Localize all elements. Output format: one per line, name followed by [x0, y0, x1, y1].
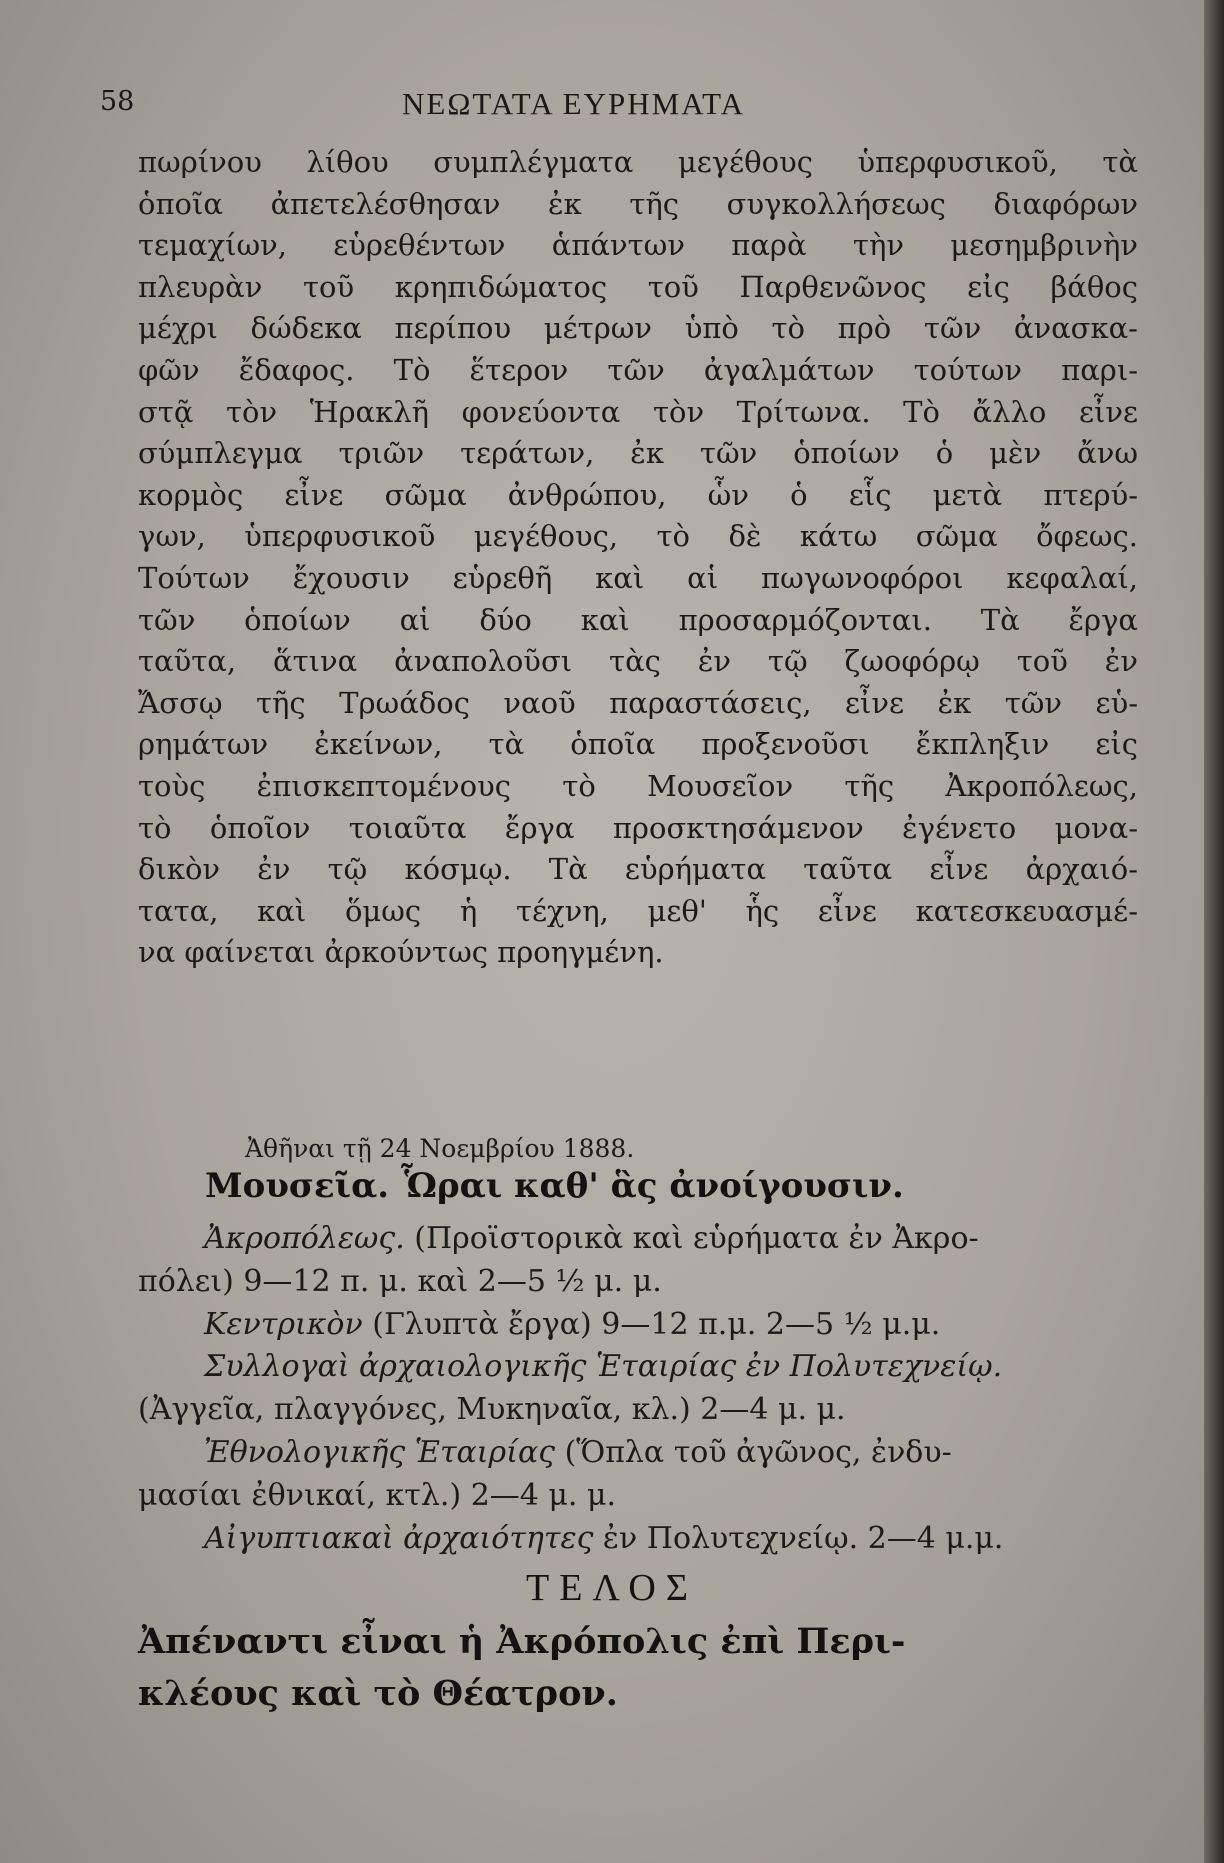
museum-details: (Προϊστορικὰ καὶ εὑρήματα ἐν Ἀκρο- — [404, 1221, 979, 1256]
running-head — [100, 86, 1140, 130]
text-line: τῶν ὁποίων αἱ δύο καὶ προσαρμόζονται. Τὰ ἔργα — [138, 602, 1138, 637]
text-line: στᾷ τὸν Ἡρακλῆ φονεύοντα τὸν Τρίτωνα. Τὸ ἄλλο εἶνε — [138, 394, 1138, 429]
closing-line: κλέους καὶ τὸ Θέατρον. — [138, 1673, 618, 1714]
museum-details: (Ὅπλα τοῦ ἀγῶνος, ἐνδυ- — [555, 1434, 952, 1470]
museum-name: Συλλογαὶ ἀρχαιολογικῆς Ἑταιρίας ἐν Πολυτεχνείῳ. — [204, 1349, 1003, 1385]
museum-name: Ἐθνολογικῆς Ἑταιρίας — [204, 1434, 556, 1470]
running-head-title: ΝΕΩΤΑΤΑ ΕΥΡΗΜΑΤΑ — [402, 86, 746, 121]
museum-details: μασίαι ἐθνικαί, κτλ.) 2—4 μ. μ. — [138, 1477, 617, 1513]
museum-hours-line — [138, 1218, 1138, 1261]
text-line: ὁποῖα ἀπετελέσθησαν ἐκ τῆς συγκολλήσεως διαφόρων — [138, 186, 1138, 221]
museum-hours-line — [138, 1518, 1138, 1561]
text-line: Ἄσσῳ τῆς Τρωάδος ναοῦ παραστάσεις, εἶνε ἐκ τῶν εὑ- — [138, 685, 1138, 720]
text-line: κορμὸς εἶνε σῶμα ἀνθρώπου, ὧν ὁ εἷς μετὰ πτερύ- — [138, 477, 1138, 512]
text-line: Τούτων ἔχουσιν εὑρεθῆ καὶ αἱ πωγωνοφόροι κεφαλαί, — [138, 560, 1138, 595]
dateline: Ἀθῆναι τῇ 24 Νοεμβρίου 1888. — [245, 1134, 635, 1163]
closing-line: Ἀπέναντι εἶναι ἡ Ἀκρόπολις ἐπὶ Περι- — [138, 1621, 906, 1662]
text-line: να φαίνεται ἀρκούντως προηγμένη. — [138, 935, 664, 970]
text-line: γων, ὑπερφυσικοῦ μεγέθους, τὸ δὲ κάτω σῶμα ὄφεως. — [138, 519, 1138, 554]
text-line: μέχρι δώδεκα περίπου μέτρων ὑπὸ τὸ πρὸ τῶν ἀνασκα- — [138, 311, 1138, 346]
text-line: τεμαχίων, εὑρεθέντων ἁπάντων παρὰ τὴν μεσημβρινὴν — [138, 228, 1138, 263]
text-line: τὸ ὁποῖον τοιαῦτα ἔργα προσκτησάμενον ἐγένετο μονα- — [138, 810, 1138, 845]
text-line: πλευρὰν τοῦ κρηπιδώματος τοῦ Παρθενῶνος εἰς βάθος — [138, 269, 1138, 304]
text-line: τατα, καὶ ὅμως ἡ τέχνη, μεθ' ἧς εἶνε κατεσκευασμέ- — [138, 893, 1138, 928]
end-title: ΤΕΛΟΣ — [526, 1567, 698, 1609]
museum-name: Κεντρικὸν — [204, 1306, 363, 1342]
museums-heading: Μουσεῖα. Ὧραι καθ' ἃς ἀνοίγουσιν. — [205, 1166, 904, 1206]
museum-details: πόλει) 9—12 π. μ. καὶ 2—5 ½ μ. μ. — [138, 1263, 662, 1299]
text-line: τοὺς ἐπισκεπτομένους τὸ Μουσεῖον τῆς Ἀκροπόλεως, — [138, 768, 1138, 803]
text-line: φῶν ἔδαφος. Τὸ ἕτερον τῶν ἀγαλμάτων τούτων παρι- — [138, 352, 1138, 387]
museum-details: (Ἀγγεῖα, πλαγγόνες, Μυκηναῖα, κλ.) 2—4 μ. μ. — [138, 1392, 846, 1428]
closing-note — [138, 1616, 1138, 1720]
museum-name: Ἀκροπόλεως. — [204, 1221, 405, 1256]
museum-hours-line — [138, 1346, 1138, 1389]
museum-details: ἐν Πολυτεχνείῳ. 2—4 μ.μ. — [593, 1520, 1004, 1556]
museum-hours-line — [138, 1389, 1138, 1432]
page-number: 58 — [100, 86, 135, 117]
museum-hours-line — [138, 1475, 1138, 1518]
text-line: πωρίνου λίθου συμπλέγματα μεγέθους ὑπερφυσικοῦ, τὰ — [138, 145, 1138, 179]
museum-hours-line — [138, 1261, 1138, 1304]
museum-hours-line — [138, 1304, 1138, 1347]
article-text — [138, 142, 1138, 974]
museum-hours-line — [138, 1432, 1138, 1475]
text-line: δικὸν ἐν τῷ κόσμῳ. Τὰ εὑρήματα ταῦτα εἶνε ἀρχαιό- — [138, 852, 1138, 887]
museum-name: Αἰγυπτιακαὶ ἀρχαιότητες — [204, 1520, 594, 1556]
text-line: σύμπλεγμα τριῶν τεράτων, ἐκ τῶν ὁποίων ὁ μὲν ἄνω — [138, 436, 1138, 471]
text-line: ταῦτα, ἅτινα ἀναπολοῦσι τὰς ἐν τῷ ζωοφόρῳ τοῦ ἐν — [138, 644, 1138, 679]
text-line: ρημάτων ἐκείνων, τὰ ὁποῖα προξενοῦσι ἔκπληξιν εἰς — [138, 727, 1138, 762]
museum-details: (Γλυπτὰ ἔργα) 9—12 π.μ. 2—5 ½ μ.μ. — [362, 1306, 941, 1342]
museum-hours-list — [138, 1218, 1138, 1560]
